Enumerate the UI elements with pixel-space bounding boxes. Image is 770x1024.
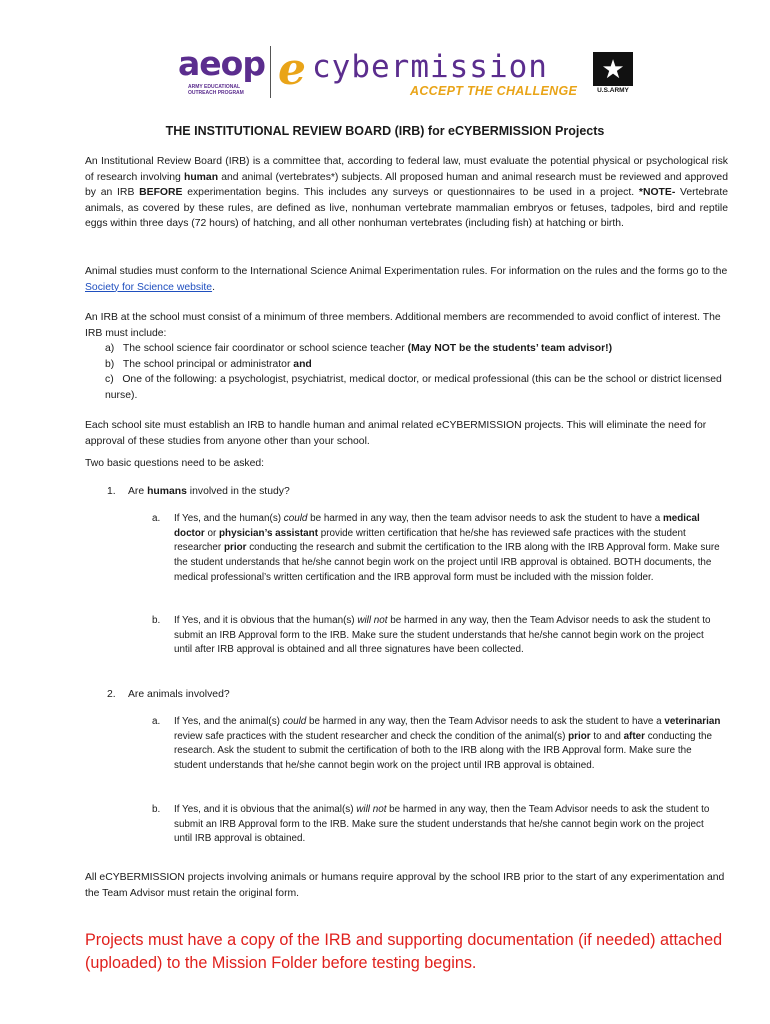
q1-text-2: involved in the study?: [186, 486, 290, 497]
us-army-label: U.S.ARMY: [597, 87, 629, 94]
ecybermission-logo-e: e: [278, 44, 306, 95]
irb-member-b-text: The school principal or administrator: [122, 358, 294, 370]
question-2b-text: [152, 803, 724, 847]
question-2a: [152, 715, 724, 774]
list-marker: b.: [152, 615, 161, 626]
animal-rules-text-1: Animal studies must conform to the International Science Animal Experimentation rules. For information on the rules and the forms go to the: [85, 266, 728, 277]
intro-text-4: Vertebrate animals, as covered by these rules, are defined as live, nonhuman vertebrate mammalian embryos or fetuses, tadpoles, bird and reptile eggs within three days (72 hours) of hatching, and all other nonhuman vertebrates (including fish) at hatching or birth.: [85, 187, 728, 230]
irb-member-b: [85, 357, 728, 373]
q2a-t4: to and: [590, 730, 624, 742]
q2a-t5: conducting the research. Ask the student to submit the certification of both to the IRB along with the IRB Approval form. Make sure the student understands that he/she cannot begin work on the project until IRB approval is obtained.: [174, 730, 712, 772]
q2a-t2: be harmed in any way, then the Team Advisor needs to ask the student to have a: [306, 716, 665, 727]
ecybermission-logo-wordmark: cybermission: [312, 49, 548, 85]
intro-text-1: An Institutional Review Board (IRB) is a committee that, according to federal law, must evaluate the potential physical or psychological risk of research involving: [85, 156, 728, 183]
question-2b: [152, 803, 724, 847]
q1a-t4: provide written certification that he/she has reviewed safe practices with the student researcher: [174, 527, 686, 554]
two-questions-line: Two basic questions need to be asked:: [85, 458, 265, 469]
intro-text-2: and animal (vertebrates*) subjects. All proposed human and animal research must be reviewed and approved by an IRB: [85, 171, 728, 199]
q2a-italic: could: [282, 716, 307, 727]
q1a-t5: conducting the research and submit the certification to the IRB along with the IRB Approval form. Make sure the student understands that he/she cannot begin work on the project until IRB approval is obtained. BOTH documents, the medical professional’s written certification and the IRB approval form must be included with the mission folder.: [174, 542, 720, 583]
question-1b: [152, 614, 724, 658]
star-icon: ★: [601, 54, 625, 84]
animal-rules-paragraph: [85, 264, 728, 295]
list-marker: 2.: [107, 689, 116, 700]
q2a-t1: If Yes, and the animal(s): [174, 716, 283, 727]
irb-member-a: [85, 341, 728, 357]
q2b-t1: If Yes, and it is obvious that the animal(s): [174, 804, 357, 815]
question-1b-text: [152, 614, 724, 658]
closing-paragraph: All eCYBERMISSION projects involving animals or humans require approval by the school IRB prior to the start of any experimentation and the Team Advisor must retain the original form.: [85, 872, 725, 899]
warning-notice: Projects must have a copy of the IRB and supporting documentation (if needed) attached (uploaded) to the Mission Folder before testing begins.: [85, 931, 723, 972]
us-army-logo: [593, 52, 633, 96]
q1-bold: humans: [147, 486, 187, 497]
list-marker: a.: [152, 716, 161, 727]
irb-member-c: [85, 372, 728, 403]
q2-text: Are animals involved?: [128, 689, 230, 700]
irb-member-a-text: The school science fair coordinator or school science teacher: [122, 343, 408, 355]
q1b-t1: If Yes, and it is obvious that the human(s): [174, 615, 358, 626]
q1-text-1: Are: [128, 486, 148, 497]
page-title: THE INSTITUTIONAL REVIEW BOARD (IRB) for eCYBERMISSION Projects: [165, 124, 605, 138]
aeop-logo: [178, 46, 266, 102]
school-site-paragraph: Each school site must establish an IRB to handle human and animal related eCYBERMISSION projects. This will eliminate the need for approval of these studies from anyone other than your school.: [85, 420, 707, 447]
q1b-t2: be harmed in any way, then the Team Advisor needs to ask the student to submit an IRB Approval form to the IRB. Make sure the student understands that he/she cannot begin work on the project until after IRB approval is obtained and all three signatures have been collected.: [174, 615, 711, 656]
q2a-bold-3: after: [623, 730, 645, 742]
animal-rules-text-2: .: [212, 281, 215, 293]
list-marker: b): [105, 358, 115, 370]
q2a-t3: review safe practices with the student researcher and check the condition of the animal(s): [174, 730, 569, 742]
intro-paragraph: [85, 154, 728, 232]
intro-text-3: experimentation begins. This includes any surveys or questionnaires to be used in a project.: [182, 187, 639, 199]
intro-before: BEFORE: [139, 187, 183, 199]
logo-divider: [270, 46, 271, 98]
question-1a-text: [152, 512, 724, 586]
irb-member-a-bold: (May NOT be the students’ team advisor!): [407, 343, 613, 355]
irb-member-b-bold: and: [293, 358, 312, 370]
society-for-science-link[interactable]: Society for Science website: [85, 281, 213, 293]
q2a-bold-1: veterinarian: [664, 716, 721, 727]
header-logos: [178, 44, 633, 102]
list-marker: a.: [152, 513, 161, 524]
irb-members-section: [85, 310, 728, 404]
q1a-bold-2: physician’s assistant: [219, 527, 318, 539]
q1a-bold-3: prior: [223, 542, 247, 554]
list-marker: c): [105, 374, 114, 386]
question-1a: [152, 512, 724, 586]
list-marker: b.: [152, 804, 161, 815]
ecybermission-tagline: ACCEPT THE CHALLENGE: [410, 84, 578, 98]
ecybermission-logo: [278, 46, 598, 102]
q1a-t1: If Yes, and the human(s): [174, 513, 284, 524]
aeop-logo-subtitle: ARMY EDUCATIONAL OUTREACH PROGRAM: [188, 84, 244, 96]
q2a-bold-2: prior: [568, 730, 591, 742]
question-1: [107, 484, 290, 499]
question-2: [107, 687, 230, 702]
list-marker: a): [105, 343, 115, 355]
irb-members-intro: An IRB at the school must consist of a minimum of three members. Additional members are recommended to avoid conflict of interest. The IRB must include:: [85, 312, 721, 339]
question-2a-text: [152, 715, 724, 774]
q2b-t2: be harmed in any way, then the Team Advisor needs to ask the student to submit an IRB Approval form to the IRB. Make sure the student understands that he/she cannot begin work on the project until IRB approval is obtained.: [174, 804, 710, 845]
q2b-italic: will not: [356, 804, 387, 815]
q1a-t2: be harmed in any way, then the team advisor needs to ask the student to have a: [307, 513, 663, 524]
intro-note: *NOTE-: [638, 187, 676, 199]
aeop-logo-wordmark: aeop: [178, 44, 265, 83]
q1a-italic: could: [283, 513, 308, 524]
list-marker: 1.: [107, 486, 116, 497]
q1a-bold-1: medical doctor: [174, 513, 700, 539]
q1a-t3: or: [204, 527, 220, 539]
irb-member-c-text: One of the following: a psychologist, psychiatrist, medical doctor, or medical professional (this can be the school or district licensed nurse).: [105, 374, 722, 401]
intro-human: human: [183, 171, 219, 183]
q1b-italic: will not: [357, 615, 388, 626]
